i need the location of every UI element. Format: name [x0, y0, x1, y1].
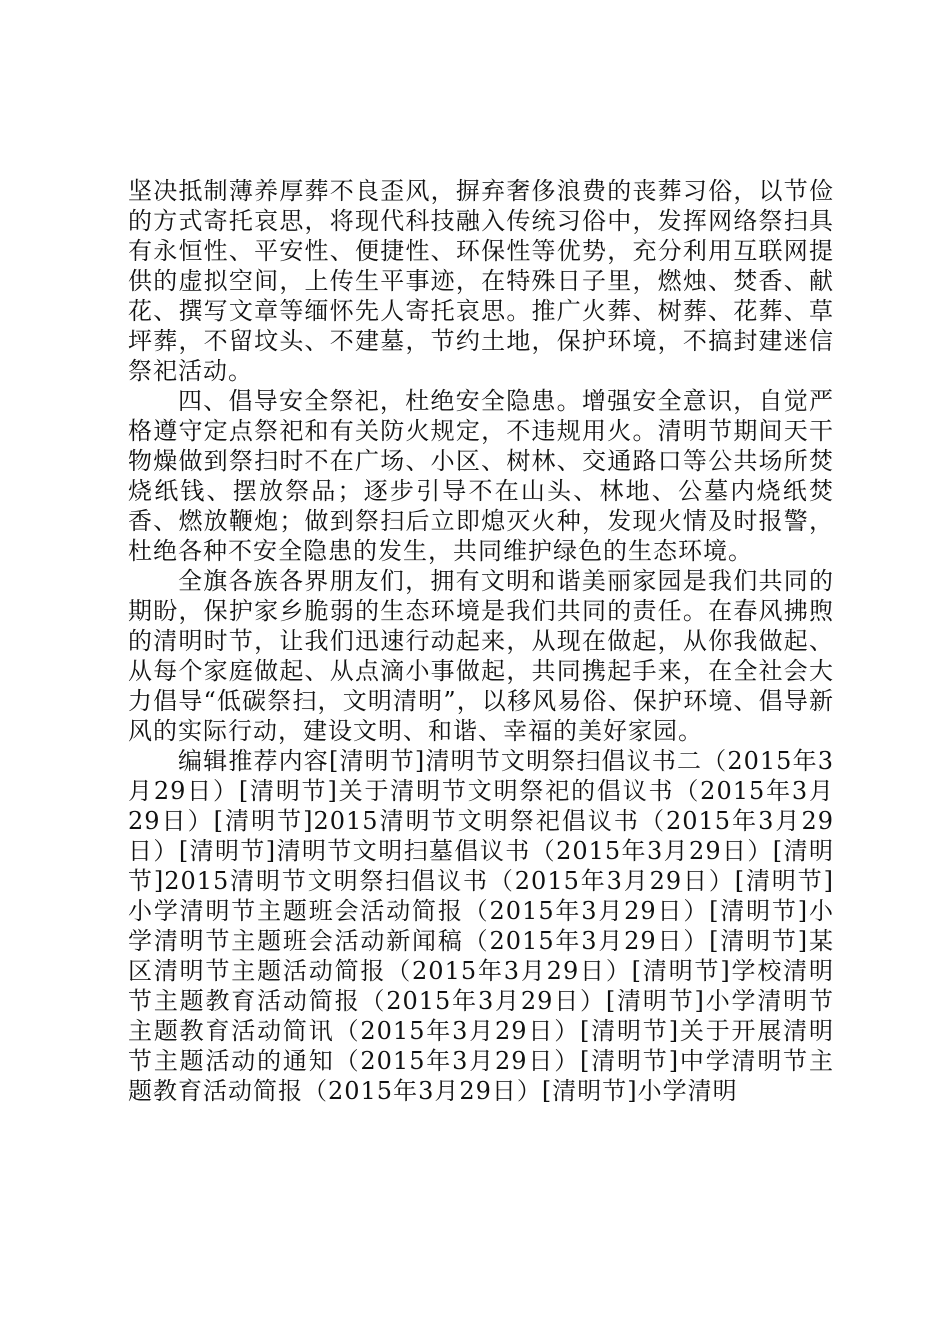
paragraph-3: 全旗各族各界朋友们，拥有文明和谐美丽家园是我们共同的期盼，保护家乡脆弱的生态环境是我们共同的责任。在春风拂煦的清明时节，让我们迅速行动起来，从现在做起，从你我做起、从每个家庭做起、从点滴小事做起，共同携起手来，在全社会大力倡导“低碳祭扫，文明清明”，以移风易俗、保护环境、倡导新风的实际行动，建设文明、和谐、幸福的美好家园。	[128, 567, 834, 745]
paragraph-1: 坚决抵制薄养厚葬不良歪风，摒弃奢侈浪费的丧葬习俗，以节俭的方式寄托哀思，将现代科技融入传统习俗中，发挥网络祭扫具有永恒性、平安性、便捷性、环保性等优势，充分利用互联网提供的虚拟空间，上传生平事迹，在特殊日子里，燃烛、焚香、献花、撰写文章等缅怀先人寄托哀思。推广火葬、树葬、花葬、草坪葬，不留坟头、不建墓，节约土地，保护环境，不搞封建迷信祭祀活动。	[128, 177, 834, 385]
paragraph-2: 四、倡导安全祭祀，杜绝安全隐患。增强安全意识，自觉严格遵守定点祭祀和有关防火规定，不违规用火。清明节期间天干物燥做到祭扫时不在广场、小区、树林、交通路口等公共场所焚烧纸钱、摆放祭品；逐步引导不在山头、林地、公墓内烧纸焚香、燃放鞭炮；做到祭扫后立即熄灭火种，发现火情及时报警，杜绝各种不安全隐患的发生，共同维护绿色的生态环境。	[128, 387, 834, 565]
document-body	[128, 176, 834, 1106]
paragraph-4: 编辑推荐内容[清明节]清明节文明祭扫倡议书二（2015年3月29日）[清明节]关于清明节文明祭祀的倡议书（2015年3月29日）[清明节]2015清明节文明祭祀倡议书（2015年3月29日）[清明节]清明节文明扫墓倡议书（2015年3月29日）[清明节]2015清明节文明祭扫倡议书（2015年3月29日）[清明节]小学清明节主题班会活动简报（2015年3月29日）[清明节]小学清明节主题班会活动新闻稿（2015年3月29日）[清明节]某区清明节主题活动简报（2015年3月29日）[清明节]学校清明节主题教育活动简报（2015年3月29日）[清明节]小学清明节主题教育活动简讯（2015年3月29日）[清明节]关于开展清明节主题活动的通知（2015年3月29日）[清明节]中学清明节主题教育活动简报（2015年3月29日）[清明节]小学清明	[128, 747, 834, 1105]
